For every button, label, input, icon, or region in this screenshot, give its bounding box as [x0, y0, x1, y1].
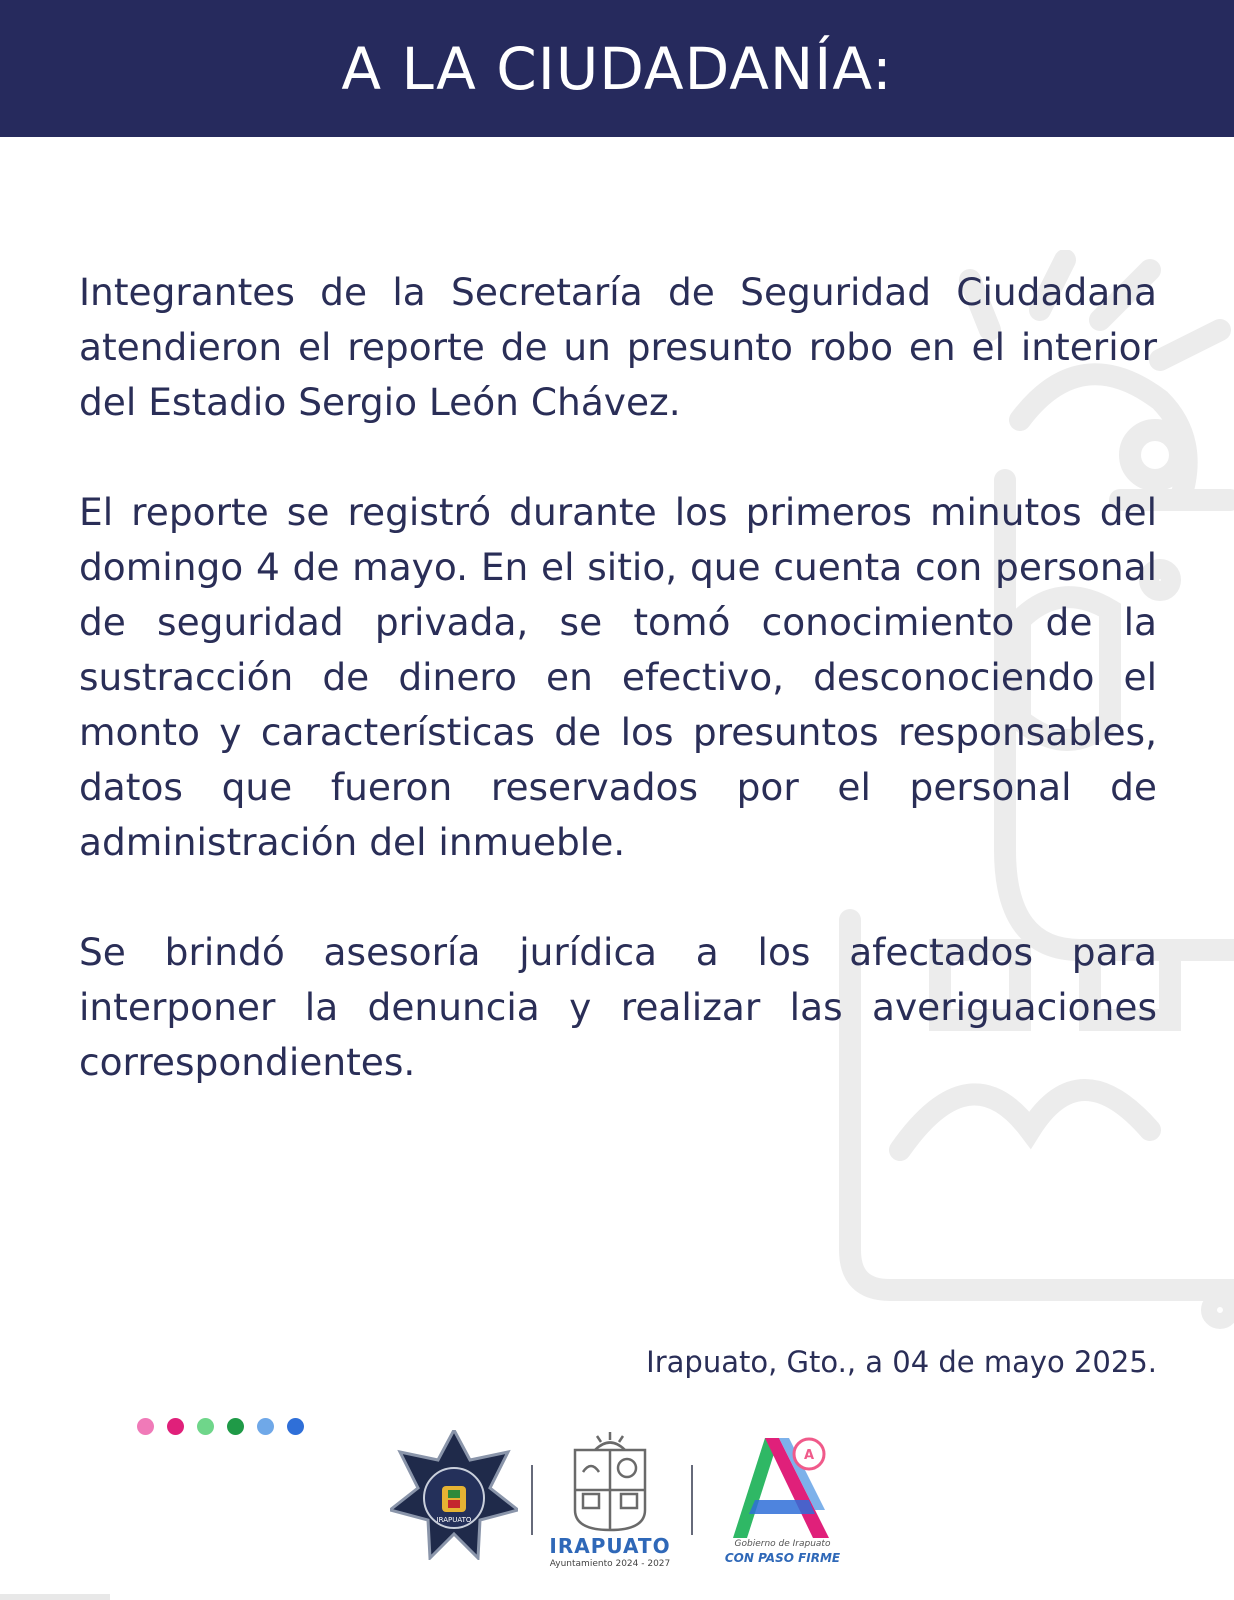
- color-dots: [137, 1418, 304, 1435]
- page-title: A LA CIUDADANÍA:: [341, 34, 893, 103]
- decor-dot: [227, 1418, 244, 1435]
- decor-dot: [167, 1418, 184, 1435]
- date-line: Irapuato, Gto., a 04 de mayo 2025.: [646, 1345, 1157, 1379]
- paragraph: Integrantes de la Secretaría de Seguridad Ciudadana atendieron el reporte de un presunto robo en el interior del Estadio Sergio León Chávez.: [79, 270, 1157, 424]
- decor-dot: [287, 1418, 304, 1435]
- decor-dot: [197, 1418, 214, 1435]
- gov-label: Gobierno de Irapuato: [734, 1539, 831, 1549]
- police-city-label: IRAPUATO: [436, 1516, 472, 1524]
- con-paso-firme-logo-icon: [725, 1430, 837, 1540]
- decor-dot: [137, 1418, 154, 1435]
- statement-body: [79, 265, 1157, 1145]
- city-period: Ayuntamiento 2024 - 2027: [549, 1559, 671, 1569]
- logo-divider: [531, 1465, 533, 1535]
- paragraph: El reporte se registró durante los primeros minutos del domingo 4 de mayo. En el sitio, que cuenta con personal de seguridad privada, se tomó conocimiento de la sustracción de dinero en efectivo, desconociendo el monto y características de los presuntos responsables, datos que fueron reservados por el personal de administración del inmueble.: [79, 490, 1157, 864]
- svg-text:A: A: [803, 1448, 815, 1463]
- decor-dot: [257, 1418, 274, 1435]
- header-banner: [0, 0, 1234, 137]
- paragraph: Se brindó asesoría jurídica a los afectados para interponer la denuncia y realizar las averiguaciones correspondientes.: [79, 930, 1157, 1084]
- police-star-logo-icon: [390, 1430, 518, 1560]
- footer-logos: [390, 1430, 850, 1580]
- bottom-strip: [0, 1594, 110, 1600]
- gov-slogan: CON PASO FIRME: [724, 1551, 841, 1565]
- city-name: IRAPUATO: [549, 1534, 671, 1558]
- logo-divider: [691, 1465, 693, 1535]
